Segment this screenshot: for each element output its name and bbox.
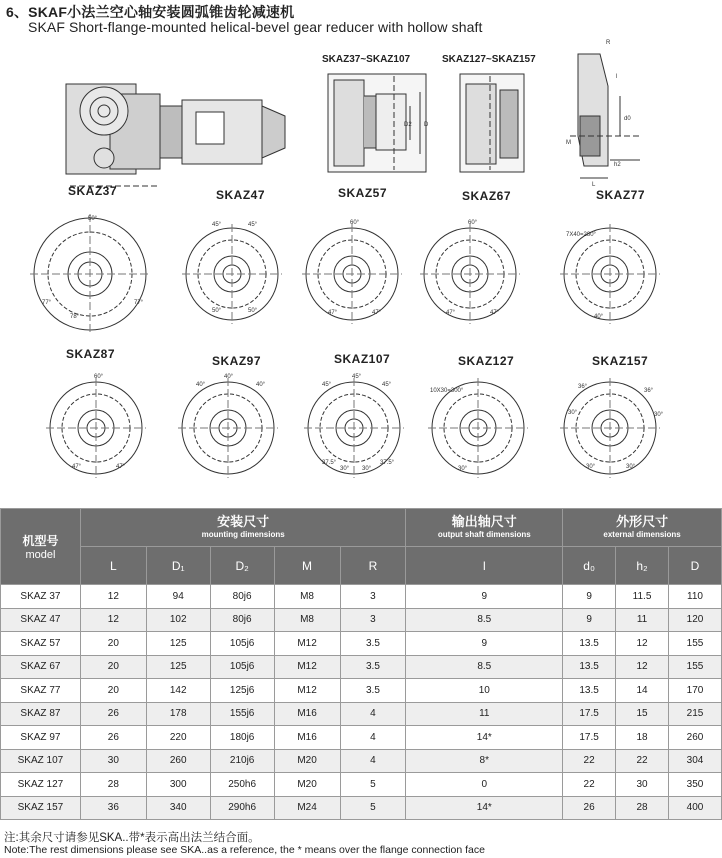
value-cell: 142 [146,679,210,703]
value-cell: 155j6 [210,702,274,726]
value-cell: 8.5 [406,655,563,679]
value-cell: 304 [669,749,722,773]
model-cell: SKAZ 67 [1,655,81,679]
value-cell: 3.5 [340,632,406,656]
model-header [1,509,81,585]
angle-mark: 45° [382,382,392,388]
col-header: d₀ [563,547,616,585]
col-header: M [274,547,340,585]
value-cell: 102 [146,608,210,632]
angle-mark: 45° [212,222,222,228]
drawing-label-main: SKAZ37 [68,184,118,198]
value-cell: M20 [274,749,340,773]
value-cell: 400 [669,796,722,820]
value-cell: M12 [274,655,340,679]
flange-label: SKAZ57 [338,186,388,200]
model-cell: SKAZ 87 [1,702,81,726]
angle-mark: 30° [362,466,372,472]
model-cell: SKAZ 47 [1,608,81,632]
table-row [1,796,722,820]
value-cell: 3 [340,585,406,609]
angle-mark: 45° [352,374,362,380]
flange-label: SKAZ77 [596,188,646,202]
value-cell: 11 [616,608,669,632]
angle-mark: 60° [94,374,104,380]
value-cell: 9 [406,585,563,609]
value-cell: 20 [80,632,146,656]
value-cell: 94 [146,585,210,609]
value-cell: 26 [80,702,146,726]
angle-mark: 60° [468,220,478,226]
flange-label: SKAZ107 [334,352,391,366]
angle-mark: 36° [578,384,588,390]
output-header-cn: 输出轴尺寸 [451,514,517,529]
value-cell: 13.5 [563,655,616,679]
page-subtitle: SKAF Short-flange-mounted helical-bevel gear reducer with hollow shaft [28,19,483,35]
technical-drawings [0,36,722,506]
value-cell: 26 [80,726,146,750]
value-cell: 125 [146,632,210,656]
table-row [1,585,722,609]
dim-letter: M [566,140,571,146]
dim-letter: l [616,74,618,80]
value-cell: 105j6 [210,632,274,656]
dim-letter: D2 [404,122,412,128]
value-cell: 80j6 [210,585,274,609]
value-cell: 22 [563,773,616,797]
model-cell: SKAZ 97 [1,726,81,750]
table-row [1,632,722,656]
angle-mark: 30° [626,464,636,470]
angle-mark: 77° [134,300,144,306]
flange-label: SKAZ127 [458,354,515,368]
mounting-header [80,509,406,547]
angle-mark: 50° [212,308,222,314]
value-cell: M16 [274,726,340,750]
angle-mark: 40° [256,382,266,388]
value-cell: 155 [669,655,722,679]
value-cell: 9 [563,585,616,609]
value-cell: 13.5 [563,632,616,656]
model-header-en: model [25,548,56,561]
model-cell: SKAZ 77 [1,679,81,703]
section-label-a: SKAZ37~SKAZ107 [322,54,411,65]
value-cell: M20 [274,773,340,797]
table-row [1,608,722,632]
value-cell: M8 [274,585,340,609]
angle-mark: 45° [248,222,258,228]
value-cell: 10 [406,679,563,703]
value-cell: 14 [616,679,669,703]
col-header: D₂ [210,547,274,585]
value-cell: 80j6 [210,608,274,632]
dim-letter: d0 [624,116,631,122]
col-header: l [406,547,563,585]
dim-letter: h2 [614,162,621,168]
note-en: Note:The rest dimensions please see SKA..as a reference, the * means over the flange connection face [4,844,485,856]
table-row [1,749,722,773]
external-header-en: external dimensions [603,530,681,539]
value-cell: M8 [274,608,340,632]
external-header [563,509,722,547]
value-cell: 28 [616,796,669,820]
value-cell: 125 [146,655,210,679]
flange-label: SKAZ97 [212,354,262,368]
value-cell: 4 [340,702,406,726]
model-cell: SKAZ 57 [1,632,81,656]
angle-mark: 45° [322,382,332,388]
angle-mark: 47° [372,310,382,316]
dim-letter: L [592,182,596,188]
output-header-en: output shaft dimensions [437,530,531,539]
output-header [406,509,563,547]
value-cell: 300 [146,773,210,797]
value-cell: 125j6 [210,679,274,703]
value-cell: 13.5 [563,679,616,703]
angle-mark: 40° [224,374,234,380]
flange-label: SKAZ157 [592,354,649,368]
value-cell: 105j6 [210,655,274,679]
value-cell: 28 [80,773,146,797]
table-row [1,655,722,679]
angle-mark: 50° [88,216,98,222]
angle-mark: 47° [72,464,82,470]
value-cell: 3.5 [340,655,406,679]
value-cell: 20 [80,655,146,679]
model-cell: SKAZ 157 [1,796,81,820]
value-cell: M12 [274,679,340,703]
value-cell: 12 [80,608,146,632]
angle-mark: 47° [490,310,500,316]
value-cell: 210j6 [210,749,274,773]
value-cell: 178 [146,702,210,726]
angle-mark: 40° [594,314,604,320]
value-cell: 155 [669,632,722,656]
value-cell: 9 [406,632,563,656]
value-cell: 12 [616,655,669,679]
angle-mark: 47° [446,310,456,316]
value-cell: 9 [563,608,616,632]
angle-mark: 40° [196,382,206,388]
value-cell: 5 [340,796,406,820]
angle-mark: 30° [654,412,664,418]
col-header: R [340,547,406,585]
angle-mark: 30° [458,466,468,472]
value-cell: M16 [274,702,340,726]
value-cell: M24 [274,796,340,820]
value-cell: 22 [563,749,616,773]
dim-letter: D [424,122,429,128]
value-cell: 14* [406,796,563,820]
value-cell: 17.5 [563,702,616,726]
model-cell: SKAZ 107 [1,749,81,773]
value-cell: 350 [669,773,722,797]
model-header-cn: 机型号 [22,533,59,548]
model-cell: SKAZ 127 [1,773,81,797]
table-body [1,585,722,820]
value-cell: 5 [340,773,406,797]
value-cell: 290h6 [210,796,274,820]
table-row [1,702,722,726]
angle-mark: 37.5° [322,460,337,466]
angle-mark: 37.5° [380,460,395,466]
dimension-table [0,508,722,820]
section-drawing-b [460,74,524,172]
value-cell: 180j6 [210,726,274,750]
value-cell: 15 [616,702,669,726]
section-label-b: SKAZ127~SKAZ157 [442,54,536,65]
external-header-cn: 外形尺寸 [616,514,669,529]
angle-mark: 7X40=280° [566,232,596,238]
gearbox-drawing [66,84,285,186]
value-cell: 30 [80,749,146,773]
value-cell: 250h6 [210,773,274,797]
dim-letter: R [606,40,611,46]
value-cell: 3 [340,608,406,632]
flange-label: SKAZ47 [216,188,266,202]
model-cell: SKAZ 37 [1,585,81,609]
value-cell: 30 [616,773,669,797]
col-header: D₁ [146,547,210,585]
angle-mark: 30° [340,466,350,472]
value-cell: 26 [563,796,616,820]
table-row [1,679,722,703]
value-cell: 11.5 [616,585,669,609]
value-cell: 20 [80,679,146,703]
angle-mark: 30° [568,410,578,416]
value-cell: 220 [146,726,210,750]
table-row [1,726,722,750]
value-cell: 12 [616,632,669,656]
angle-mark: 47° [328,310,338,316]
value-cell: 17.5 [563,726,616,750]
value-cell: 0 [406,773,563,797]
angle-mark: 30° [586,464,596,470]
value-cell: 260 [669,726,722,750]
value-cell: 36 [80,796,146,820]
value-cell: 8.5 [406,608,563,632]
page-title: 6、SKAF小法兰空心轴安装圆弧锥齿轮减速机 [6,4,295,20]
angle-mark: 47° [116,464,126,470]
value-cell: 18 [616,726,669,750]
value-cell: 260 [146,749,210,773]
value-cell: 22 [616,749,669,773]
value-cell: 12 [80,585,146,609]
value-cell: 215 [669,702,722,726]
value-cell: 4 [340,726,406,750]
col-header: L [80,547,146,585]
table-row [1,773,722,797]
value-cell: 170 [669,679,722,703]
value-cell: M12 [274,632,340,656]
angle-mark: 36° [644,388,654,394]
angle-mark: 50° [248,308,258,314]
mounting-header-en: mounting dimensions [201,530,285,539]
value-cell: 110 [669,585,722,609]
value-cell: 11 [406,702,563,726]
value-cell: 3.5 [340,679,406,703]
drawings-svg [0,36,722,506]
angle-mark: 78° [70,314,80,320]
angle-mark: 10X30=300° [430,388,464,394]
flange-label: SKAZ87 [66,347,116,361]
flange-label: SKAZ67 [462,189,512,203]
col-header: D [669,547,722,585]
value-cell: 14* [406,726,563,750]
value-cell: 4 [340,749,406,773]
value-cell: 340 [146,796,210,820]
angle-mark: 77° [42,300,52,306]
col-header: h₂ [616,547,669,585]
angle-mark: 60° [350,220,360,226]
mounting-header-cn: 安装尺寸 [217,514,270,529]
value-cell: 120 [669,608,722,632]
note-cn: 注:其余尺寸请参见SKA..带*表示高出法兰结合面。 [4,832,260,844]
value-cell: 8* [406,749,563,773]
